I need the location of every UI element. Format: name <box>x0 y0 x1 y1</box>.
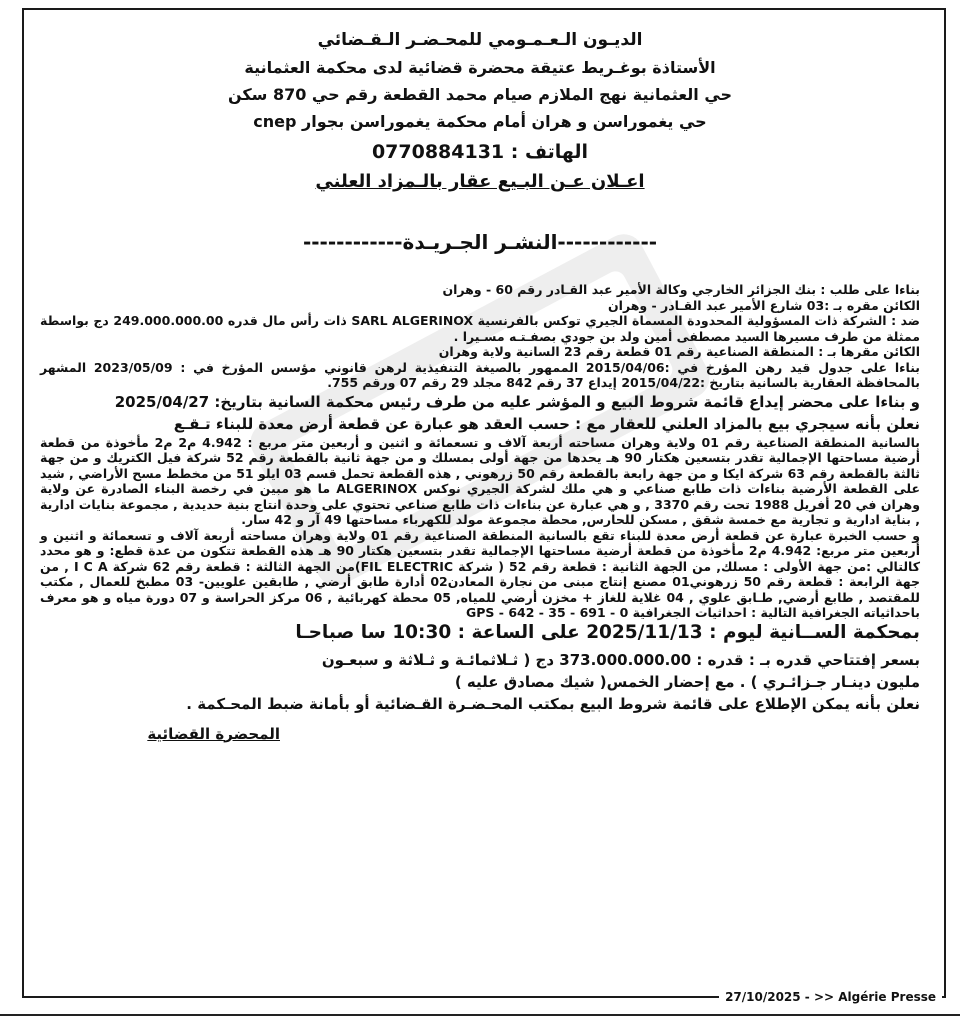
requester: بناءا على طلب : بنك الجزائر الخارجي وكالة الأمير عبد القـادر رقم 60 - وهران <box>442 282 920 297</box>
phone-number: الهاتف : 0770884131 <box>371 141 589 163</box>
footer-rule <box>0 1014 960 1016</box>
address-line-1: حي العثمانية نهج الملازم صيام محمد القطعة رقم حي 870 سكن <box>227 85 733 104</box>
requester-address: الكائن مقره بـ :03 شارع الأمير عبد القـادر - وهران <box>607 297 920 313</box>
sale-announcement: نعلن بأنه سيجري بيع بالمزاد العلني للعقار مع : حسب العقد هو عبارة عن قطعة أرض معدة للبناء تـقـع <box>173 414 920 433</box>
expert-description: و حسب الخبرة عبارة عن قطعة أرض معدة للبناء تقع بالسانية المنطقة الصناعية رقم 01 ولاية وهران مساحته أربعة آلاف و تسعمائة و اثنين و أربعين متر مربع: 4.942 م2 مأخوذة من قطعة أرضية مساحتها الإجمالية تقدر بتسعين هكتار 90 هـ هذه القطعة تتكون من عدة قطع: و هو محدد كالتالي :من جهة الأولى : مسلك, من الجهة الثانية : قطعة رقم 52 ( شركة FIL ELECTRIC)من الجهة الثالثة : قطعة رقم 62 شركة I C A , من جهة الرابعة : قطعة رقم 50 زرهوني01 مصنع إنتاج مبنى من نجارة المعادن02 أدارة طابق أرضي , طابقين علويين- 03 مطبخ للعمال , مكتب للمقتصد , طابع أرضي, طـابق علوي , 04 غلاية للغاز + مخزن أرضي للمياه, 05 محطة كهربائية , 06 مركز الحراسة و 07 دورة مياه و هو معرف باحداثياته الجغرافية التالية : احداثيات الجغرافية GPS - 642 - 35 - 691 - 0 <box>40 527 921 620</box>
property-description: بالسانية المنطقة الصناعية رقم 01 ولاية وهران مساحته أربعة آلاف و تسعمائة و اثنين و أربعين متر مربع : 4.942 م2 م2 مأخوذة من قطعة أرضية مساحتها الإجمالية تقدر بتسعين هكتار 90 هـ يحدها من جهة أولى بمسلك و من جهة ثانية بالقطعة رقم 52 شركة فيل الكتريك و من جهة ثالثة بالقطعة رقم 63 شركة ايكا و من جهة رابعة بالقطعة رقم 50 زرهوني , هذه القطعة تحمل قسم 03 ايلو 51 من مخطط مسح الأراضي , شيد على القطعة الأرضية بناءات ذات طابع صناعي و هي ملك لشركة الجيري نوكس ALGERINOX ما هو مبين في رخصة البناء الصادرة عن ولاية وهران في 20 أفريل 1988 تحت رقم 3370 , و هي عبارة عن بناءات ذات طابع صناعي تحتوي على وحدة انتاج بنية حديدية , مجموعة بنايات ادارية , بناية ادارية و تجارية مع خمسة شقق , مسكن للحارس, محطة مجموعة مولد للكهرباء مساحتها 49 آر و 42 سار. <box>40 434 921 527</box>
announcement <box>40 26 920 758</box>
defendant-address: الكائن مقرها بـ : المنطقة الصناعية رقم 01 قطعة رقم 23 السانية ولاية وهران <box>438 344 920 359</box>
address-line-2: حي يغموراسن و هران أمام محكمة يغموراسن بجوار cnep <box>253 112 707 131</box>
opening-price: بسعر إفتتاحي قدره بـ : قدره : 373.000.000.00 دج ( ثـلاثمائـة و ثـلاثة و سبعـون <box>321 650 920 669</box>
bailiff-name: الأستاذة بوغـريط عتيقة محضرة قضائية لدى محكمة العثمانية <box>244 58 716 77</box>
opening-price-continued: مليون دينـار جـزائـري ) . مع إحضار الخمس( شيك مصادق عليه ) <box>454 672 920 691</box>
publication-heading: ------------النشـر الجـريـدة------------ <box>302 230 658 254</box>
defendant: ضد : الشركة ذات المسؤولية المحدودة المسماة الجيري توكس بالفرنسية SARL ALGERINOX ذات رأس مال قدره 249.000.000.00 دج بواسطة ممثلة من طرف مسيرها السيد مصطفى أمين ولد بن جودي بصفـتـه مسـيرا . <box>40 313 920 344</box>
signature: المحضرة القضائية <box>147 724 280 743</box>
mortgage-record: بناءا على جدول قيد رهن المؤرخ في :2015/04/06 الممهور بالصيغة التنفيذية لرهن قانوني مؤسس المؤرخ في : 2023/05/09 المشهر بالمحافظة العقارية بالسانية بتاريخ :2015/04/22 إيداع 37 رقم 842 مجلد 29 رقم 07 ورقم 755. <box>40 359 920 390</box>
deposit-record: و بناءا على محضر إيداع قائمة شروط البيع و المؤشر عليه من طرف رئيس محكمة السانية بتاريخ: 2025/04/27 <box>114 392 920 411</box>
announcement-title: اعـلان عـن البـيع عقار بالـمزاد العلني <box>315 171 645 192</box>
closing-note: نعلن بأنه يمكن الإطلاع على قائمة شروط البيع بمكتب المحـضـرة القـضائية أو بأمانة ضبط المحـكمة . <box>186 694 920 713</box>
office-name: الديـون الـعـمـومي للمحـضـر الـقـضائي <box>317 30 643 50</box>
footer-source: 27/10/2025 - >> Algérie Presse <box>719 990 942 1004</box>
court-date: بمحكمة الســانية ليوم : 2025/11/13 على الساعة : 10:30 سا صباحـا <box>295 621 920 643</box>
